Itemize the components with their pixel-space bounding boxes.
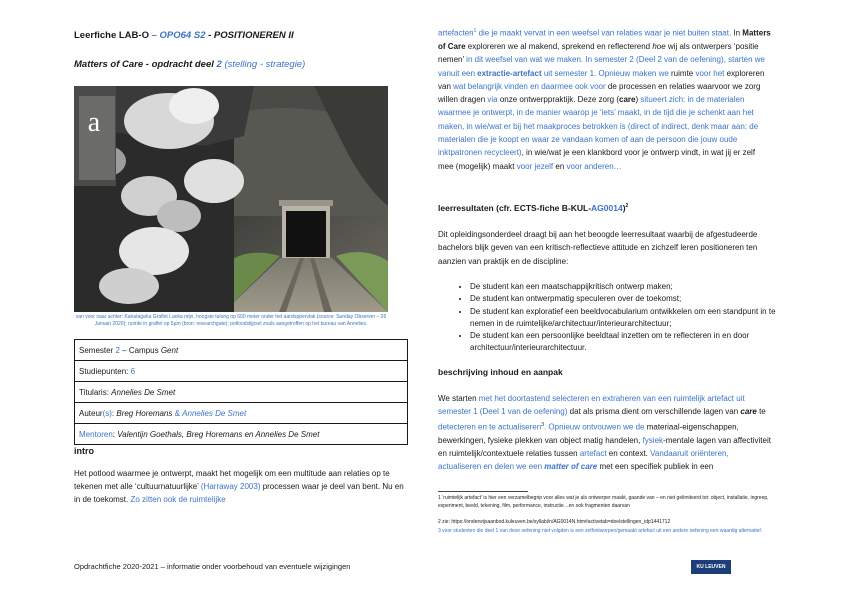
semester-rest: – Campus (119, 345, 161, 355)
p1-x: in wat jij er zelf mee (mogelijk) maakt (438, 148, 756, 171)
studiepunten-cell (75, 361, 408, 382)
document-subtitle (74, 59, 305, 70)
b-b: met het doortastend selecteren en extraheren van een ruimtelijk artefact uit semester 1 (Deel 1 van de oefening) (438, 394, 745, 417)
semester-campus: Gent (160, 345, 179, 355)
table-row (75, 382, 408, 403)
p1-c: In (731, 28, 743, 38)
intro-text-blue: Zo zitten ook de ruimtelijke (130, 495, 226, 504)
p1-h: in dit weefsel van wat we maken. (466, 55, 584, 65)
auteur-label: Auteur (79, 408, 103, 418)
mentoren-cell (75, 424, 408, 445)
b-g: . Opnieuw ontvouwen we de (543, 422, 645, 432)
footnote-1: 1 ‘ruimtelijk artefact’ is hier een verzamelbegrip voor alles wat je als ontwerper maakt, gaande van – en niet gelimiteerd tot: object, installatie, ingreep, experiment, beeld, tekening, film, performance, instructie…en ook fragmenten daarvan (438, 495, 769, 509)
footnote-2 (438, 519, 772, 527)
p1-v: situeert zich: in de materialen waarmee je ontwerpt, in de manier waarop je ‘iets’ maakt, in de tijd die je schenkt aan het maken, in wie/wat er bij het maakproces betrokken is (direct of indirect, denk maar aan: de materialen die je koopt en waar ze vandaan komen of aan de persoon die jouw oude inktpatronen recycleert) (438, 95, 759, 158)
image-caption: van voor naar achter: Kahatagaha Graflet Lanka mijn, hoogste talong op 600 meter onder het aardoppervlak (source: Sunday Observer – 26 Januari 2020); ruimte in graflet op 5µm (bron: researchgate); potloodslijpsel zoals aangetroffen op het bureau van Annelies. (75, 314, 387, 327)
p1-r: via (487, 95, 498, 105)
table-row (75, 340, 408, 361)
p1-sup: 1 (473, 28, 477, 34)
b-sup: 3 (541, 421, 544, 428)
b-l: en context. (606, 448, 651, 458)
p1-l: ruimte (671, 68, 696, 78)
p1-f: hoe (652, 41, 666, 51)
collage-letter: a (87, 107, 101, 138)
b-j: -mentale lagen van affectiviteit en ruimtelijk/contextuele relaties tussen (438, 435, 771, 458)
document-title (74, 30, 294, 41)
b-n: matter of care (544, 462, 598, 472)
p1-q: de processen en relaties waarvoor we zorg willen dragen (438, 81, 761, 105)
title-course-code: – OPO64 S2 (148, 30, 209, 41)
p1-g: wij als ontwerpers ‘positie nemen’ (438, 41, 759, 65)
p1-w: , in wie/wat je een klankbord voor je ontwerp vindt, (521, 148, 701, 158)
subtitle-number: 2 (216, 59, 222, 70)
list-item: • De student kan een persoonlijke beeldtaal inzetten om te reflecteren in en door architectuur/interieurarchitectuur. (470, 330, 795, 355)
ku-leuven-logo: KU LEUVEN (691, 560, 731, 574)
p1-y: voor jezelf (516, 161, 554, 171)
list-item: • De student kan ontwerpmatig speculeren over de toekomst; (470, 293, 795, 305)
title-prefix: Leerfiche LAB-O (74, 30, 149, 41)
collage-image (74, 86, 388, 312)
b-f: detecteren en te actualiseren (438, 422, 542, 432)
p1-a: artefacten (438, 28, 474, 38)
auteur-cell (75, 403, 408, 424)
beschrijving-heading: beschrijving inhoud en aanpak (438, 367, 563, 377)
collage-graphic (74, 86, 388, 312)
list-item: • De student kan exploratief een beeldvocabularium ontwikkelen om een standpunt in te nemen in de ruimtelijke/architectuur/interieurarchitectuur; (470, 306, 795, 331)
studiepunten-value: 6 (130, 366, 136, 376)
b-a: We starten (438, 394, 479, 403)
b-m: Vandaaruit oriënteren, actualiseren en delen we een (438, 448, 729, 472)
studiepunten-label: Studiepunten: (79, 366, 131, 376)
titularis-cell (75, 382, 408, 403)
beschrijving-paragraph (438, 392, 772, 473)
p1-d: Matters of Care (438, 28, 771, 51)
footnote-2-text: 2 zie: https://onderwijsaanbod.kuleuven.be/syllabi/n/AG0014N.htm#activetab=doelstellingen_idp1441712 (438, 519, 671, 525)
matters-of-care-paragraph (438, 25, 772, 173)
leerresultaten-heading (438, 203, 628, 213)
intro-heading: intro (74, 446, 94, 456)
mentoren-colon: : (112, 429, 118, 439)
p1-k: uit semester 1. Opnieuw maken we (541, 68, 672, 78)
leerresultaten-list (450, 281, 795, 355)
intro-citation: (Harraway 2003) (200, 482, 261, 491)
table-row (75, 361, 408, 382)
p1-b: die je maakt vervat in een weefsel van relaties waar je niet buiten staat. (476, 28, 732, 38)
list-item: • De student kan een maatschappijkritisch ontwerp maken; (470, 281, 795, 293)
p1-z2: voor anderen… (566, 161, 622, 171)
p1-p: vinden en daarmee ook voor (502, 81, 606, 91)
b-e: te (756, 407, 766, 417)
leerresultaten-heading-b: ) (622, 203, 626, 213)
footnote-divider (438, 491, 528, 492)
auteur-plural: (s) (102, 408, 112, 418)
table-row (75, 424, 408, 445)
ects-code: AG0014 (591, 203, 623, 213)
p1-t: care (619, 95, 636, 105)
b-h: materiaal-eigenschappen, bewerkingen, fysieke plekken van object matig handelen, (438, 422, 739, 445)
p1-m: voor het (695, 68, 725, 78)
mentoren-value: Valentijn Goethals, Breg Horemans en Annelies De Smet (117, 429, 320, 439)
auteur-value-2: Annelies De Smet (182, 408, 247, 418)
b-k: artefact (579, 448, 607, 458)
p1-n: exploreren van (438, 68, 765, 91)
semester-number: 2 (115, 345, 120, 355)
semester-cell (75, 340, 408, 361)
leerresultaten-intro: Dit opleidingsonderdeel draagt bij aan het beoogde leerresultaat waarbij de afgestudeerde bachelors blijk geven van een kritisch-reflectieve attitude en zichzelf leren positioneren ten aanzien van praktijk en de discipline: (438, 230, 758, 266)
p1-i: In semester 2 (Deel 2 van de oefening), starten we vanuit een (438, 55, 765, 78)
intro-paragraph (74, 467, 406, 506)
subtitle-paren: (stelling - strategie) (221, 59, 306, 70)
table-row (75, 403, 408, 424)
footnote-3: 3 voor studenten die deel 1 van deze oefening niet volgden is een zelfontworpen/gemaakt artefact uit een andere oefening een waardig alternatief. (438, 528, 763, 534)
semester-label: Semester (79, 345, 116, 355)
auteur-colon: : (111, 408, 117, 418)
b-d: care (740, 407, 757, 417)
b-o: met een specifiek publiek in een (597, 462, 714, 472)
mentoren-label: Mentoren (79, 429, 113, 439)
p1-j: extractie-artefact (477, 68, 542, 78)
p1-u: ) (635, 95, 641, 105)
titularis-label: Titularis: (79, 387, 112, 397)
p1-s: onze ontwerppraktijk. Deze zorg ( (497, 95, 619, 105)
p1-z: en (553, 161, 567, 171)
title-suffix: - POSITIONEREN II (208, 30, 294, 41)
subtitle-prefix: Matters of Care - opdracht deel (74, 59, 217, 70)
course-info-table (74, 339, 408, 445)
b-i: fysiek (642, 435, 664, 445)
footer-text: Opdrachtfiche 2020-2021 – informatie onder voorbehoud van eventuele wijzigingen (74, 562, 351, 571)
leerresultaten-heading-a: leerresultaten (cfr. ECTS-fiche B-KUL- (438, 203, 592, 213)
intro-text-b: processen waar je deel van bent. Nu en in de toekomst. (74, 482, 404, 504)
b-c: dat als prisma dient om verschillende lagen van (567, 407, 741, 417)
auteur-value: Breg Horemans (116, 408, 173, 418)
p1-e: exploreren we al makend, sprekend en reflecterend (465, 41, 653, 51)
p1-o: wat belangrijk (453, 81, 503, 91)
titularis-value: Annelies De Smet (111, 387, 176, 397)
auteur-ampersand: & (172, 408, 183, 418)
leerresultaten-sup: 2 (625, 203, 629, 210)
intro-text-a: Het potlood waarmee je ontwerpt, maakt het mogelijk om een multitude aan relaties op te tekenen met alle ‘cultuurnatuurlijke’ (74, 469, 390, 491)
